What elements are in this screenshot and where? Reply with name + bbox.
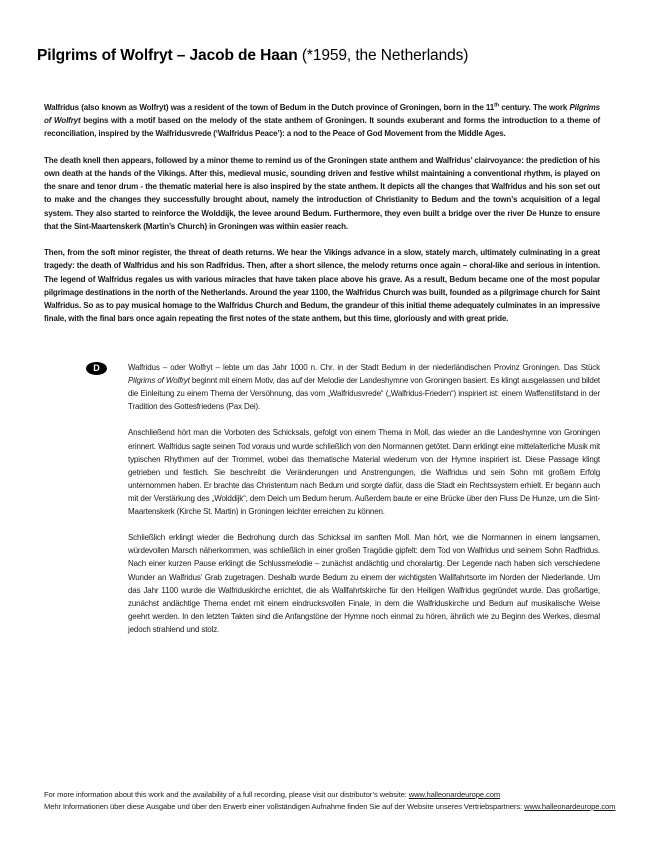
german-paragraph-3: Schließlich erklingt wieder die Bedrohung durch das Schicksal im sanften Moll. Man hört, wie die Normannen in einem langsamen, würdevollen Marsch näherkommen, was schließlich in einer großen Tragödie gipfelt: dem Tod von Walfridus und seinem Sohn Radfridus. Nach einer kurzen Pause erklingt die Schlussmelodie – zunächst andächtig und choralartig. Der Legende nach haben sich verschiedene Wunder an Walfridus’ Grab zugetragen. Deshalb wurde Bedum zu einem der wichtigsten Wallfahrtsorte im Norden der Niederlande. Um das Jahr 1100 wurde die Walfriduskirche errichtet, die als Wallfahrtskirche für den Heiligen Walfridus gegründet wurde. Das großartige, zunächst andächtige Thema endet mit einem eindrucksvollen Finale, in dem die Walfriduskirche und Bedum auf musikalische Weise geehrt werden. In den letzten Takten sind die Anfangstöne der Hymne noch einmal zu hören, ähnlich wie zu Beginn des Werkes, diesmal jedoch strahlend und stolz. — [128, 533, 600, 634]
footer-de-link[interactable]: www.halleonardeurope.com — [524, 802, 616, 811]
english-paragraph-2: The death knell then appears, followed by a minor theme to remind us of the Groningen state anthem and Walfridus’ clairvoyance: the prediction of his own death at the hands of the Vikings. After this, medieval music, sounding driven and festive whilst maintaining a conventional rhythm, is played on the snare and tenor drum - the thematic material here is also inspired by the state anthem. It depicts all the changes that Walfridus and his son set out to make and the changes they successfully brought about, namely the introduction of Christianity to Bedum and the town’s acquisition of a legal system. They also started to reinforce the Wolddijk, the levee around Bedum. Furthermore, they even built a bridge over the river De Hunze to ensure that the Sint-Maartenskerk (Martin’s Church) in Groningen was within easier reach. — [44, 155, 600, 231]
footer-de-text: Mehr Informationen über diese Ausgabe und über den Erwerb einer vollständigen Aufnahme finden Sie auf der Website unseres Vertriebspartners: — [44, 802, 525, 811]
footer-en-link[interactable]: www.halleonardeurope.com — [408, 790, 501, 799]
english-paragraph-1 — [44, 101, 600, 141]
de-p1-work-title: Pilgrims of Wolfryt — [128, 376, 190, 386]
german-paragraph-2: Anschließend hört man die Vorboten des Schicksals, gefolgt von einem Thema in Moll, das wieder an die Landeshymne von Groningen erinnert. Walfridus sagte seinen Tod voraus und wurde schließlich von den Normannen getötet. Dann erklingt eine mittelalterliche Musik mit typischen Rhythmen auf der Trommel, wobei das thematische Material wiederum von der Hymne inspiriert ist. Diese Passage klingt getrieben und festlich. Sie beschreibt die Veränderungen und Anstrengungen, die Walfridus und sein Sohn mit großem Erfolg unternommen haben. Er brachte das Christentum nach Bedum und sorgte dafür, dass die Stadt ein Rechtssystem erhielt. Er begann auch mit der Verstärkung des „Wolddijk“, dem Deich um Bedum herum. Außerdem baute er eine Brücke über den Fluss De Hunze, um die Sint-Maartenskerk (Kirche St. Martin) in Groningen leichter erreichen zu können. — [128, 428, 600, 517]
footer-english — [44, 789, 624, 801]
page-title — [37, 47, 468, 65]
english-paragraph-3: Then, from the soft minor register, the threat of death returns. We hear the Vikings advance in a slow, stately march, ultimately culminating in a great tragedy: the death of Walfridus and his son Radfridus. Then, after a short silence, the melody returns once again – choral-like and serious in intention. The legend of Walfridus regales us with various miracles that have taken place above his grave. As a result, Bedum became one of the most popular pilgrimage destinations in the north of the Netherlands. Around the year 1100, the Walfridus Church was built, founded as a pilgrimage church for Saint Walfridus. So as to pay musical homage to the Walfridus Church and Bedum, the grandeur of this initial theme adequately culminates in an impressive finale, with the final bars once again repeating the first notes of the state anthem, but this time, gloriously and with great pride. — [44, 248, 600, 324]
de-p1-text-b: beginnt mit einem Motiv, das auf der Melodie der Landeshymne von Groningen basiert. Es klingt ausgelassen und bildet die Einleitung zu einem Thema der Versöhnung, das vom „Walfridusvrede“ („Walfridus-Frieden“) inspiriert ist: einem Waffenstillstand in der Tradition des Gottesfriedens (Pax Dei). — [128, 376, 600, 412]
footer-en-text: For more information about this work and the availability of a full recording, please visit our distributor’s website: — [44, 790, 409, 799]
en-p1-text-c: begins with a motif based on the melody of the state anthem of Groningen. It sounds exuberant and forms the introduction to a theme of reconciliation, inspired by the Walfridusvrede (‘Walfridus Peace’): a nod to the Peace of God Movement from the Middle Ages. — [44, 116, 600, 139]
footer-german — [44, 801, 624, 813]
en-p1-sup: th — [494, 102, 499, 109]
title-composer-info: (*1959, the Netherlands) — [297, 47, 469, 64]
german-section — [128, 361, 600, 649]
en-p1-work-title: Pilgrims of Wolfryt — [44, 103, 600, 126]
footer — [44, 789, 624, 813]
language-badge-de: D — [86, 362, 107, 375]
english-section — [44, 101, 600, 339]
en-p1-text-b: century. The work — [498, 103, 570, 112]
en-p1-text-a: Walfridus (also known as Wolfryt) was a resident of the town of Bedum in the Dutch province of Groningen, born in the 11 — [44, 103, 495, 112]
german-paragraph-1 — [128, 361, 600, 413]
title-main: Pilgrims of Wolfryt – Jacob de Haan — [37, 47, 298, 64]
de-p1-text-a: Walfridus – oder Wolfryt – lebte um das Jahr 1000 n. Chr. in der Stadt Bedum in der niederländischen Provinz Groningen. Das Stück — [128, 363, 600, 372]
